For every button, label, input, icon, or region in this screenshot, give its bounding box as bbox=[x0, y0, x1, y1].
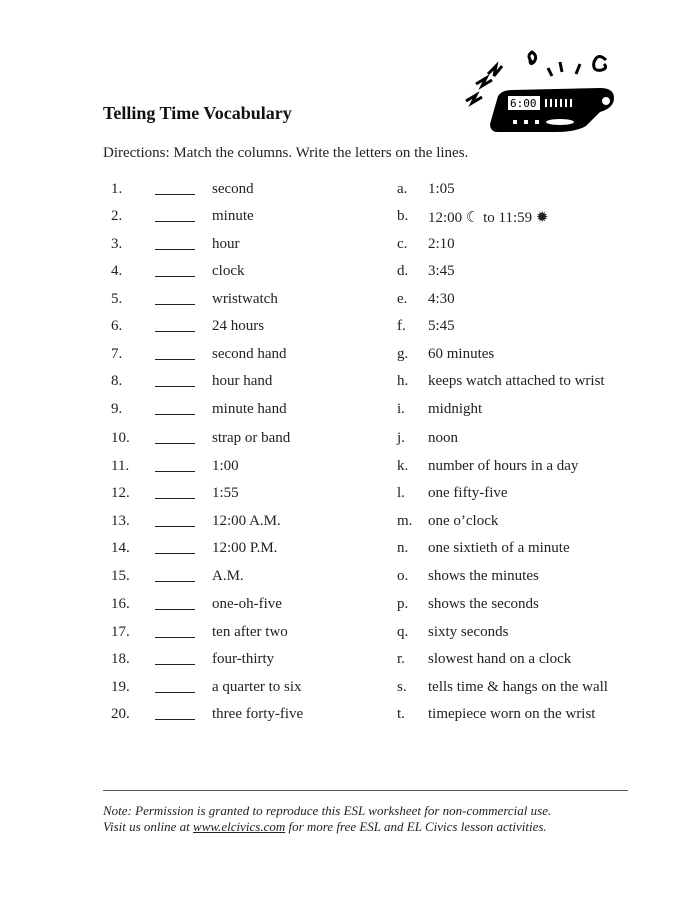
item-number: 5. bbox=[111, 291, 123, 307]
option-letter: n. bbox=[397, 540, 409, 556]
definition: 5:45 bbox=[428, 318, 455, 334]
item-number: 2. bbox=[111, 208, 123, 224]
definition: 1:05 bbox=[428, 181, 455, 197]
item-number: 6. bbox=[111, 318, 123, 334]
option-letter: k. bbox=[397, 458, 409, 474]
definition: midnight bbox=[428, 401, 483, 417]
option-letter: e. bbox=[397, 291, 408, 307]
match-row bbox=[0, 236, 700, 258]
option-letter: i. bbox=[397, 401, 405, 417]
item-number: 17. bbox=[111, 624, 130, 640]
match-row bbox=[0, 679, 700, 701]
item-number: 7. bbox=[111, 346, 123, 362]
item-number: 13. bbox=[111, 513, 130, 529]
elcivics-link[interactable]: www.elcivics.com bbox=[193, 819, 286, 834]
note-line-1: Note: Permission is granted to reproduce this ESL worksheet for non-commercial use. bbox=[103, 803, 552, 818]
answer-blank[interactable] bbox=[155, 719, 195, 720]
worksheet-title: Telling Time Vocabulary bbox=[103, 103, 292, 123]
item-number: 12. bbox=[111, 485, 130, 501]
option-letter: c. bbox=[397, 236, 408, 252]
term: a quarter to six bbox=[212, 679, 302, 695]
item-number: 18. bbox=[111, 651, 130, 667]
match-row bbox=[0, 346, 700, 368]
term: ten after two bbox=[212, 624, 288, 640]
definition: keeps watch attached to wrist bbox=[428, 373, 605, 389]
match-row bbox=[0, 651, 700, 673]
svg-text:6:00: 6:00 bbox=[510, 97, 537, 110]
term: minute hand bbox=[212, 401, 287, 417]
answer-blank[interactable] bbox=[155, 637, 195, 638]
definition: shows the minutes bbox=[428, 568, 539, 584]
definition: one fifty-five bbox=[428, 485, 508, 501]
answer-blank[interactable] bbox=[155, 664, 195, 665]
option-letter: j. bbox=[397, 430, 405, 446]
definition: noon bbox=[428, 430, 458, 446]
match-row bbox=[0, 596, 700, 618]
option-letter: m. bbox=[397, 513, 413, 529]
option-letter: l. bbox=[397, 485, 405, 501]
match-row bbox=[0, 430, 700, 452]
answer-blank[interactable] bbox=[155, 249, 195, 250]
answer-blank[interactable] bbox=[155, 194, 195, 195]
item-number: 8. bbox=[111, 373, 123, 389]
item-number: 15. bbox=[111, 568, 130, 584]
option-letter: f. bbox=[397, 318, 406, 334]
answer-blank[interactable] bbox=[155, 581, 195, 582]
term: one-oh-five bbox=[212, 596, 282, 612]
definition: 4:30 bbox=[428, 291, 455, 307]
definition: sixty seconds bbox=[428, 624, 509, 640]
option-letter: q. bbox=[397, 624, 409, 640]
option-letter: b. bbox=[397, 208, 409, 224]
item-number: 19. bbox=[111, 679, 130, 695]
definition: one o’clock bbox=[428, 513, 499, 529]
option-letter: r. bbox=[397, 651, 405, 667]
item-number: 9. bbox=[111, 401, 123, 417]
answer-blank[interactable] bbox=[155, 609, 195, 610]
option-letter: o. bbox=[397, 568, 409, 584]
term: three forty-five bbox=[212, 706, 304, 722]
definition: timepiece worn on the wrist bbox=[428, 706, 596, 722]
item-number: 3. bbox=[111, 236, 123, 252]
answer-blank[interactable] bbox=[155, 692, 195, 693]
term: 1:55 bbox=[212, 485, 239, 501]
definition: slowest hand on a clock bbox=[428, 651, 572, 667]
match-row bbox=[0, 624, 700, 646]
answer-blank[interactable] bbox=[155, 304, 195, 305]
definition: one sixtieth of a minute bbox=[428, 540, 570, 556]
answer-blank[interactable] bbox=[155, 498, 195, 499]
option-letter: p. bbox=[397, 596, 409, 612]
option-letter: s. bbox=[397, 679, 407, 695]
term: clock bbox=[212, 263, 245, 279]
match-row bbox=[0, 540, 700, 562]
term: wristwatch bbox=[212, 291, 278, 307]
item-number: 11. bbox=[111, 458, 130, 474]
match-row bbox=[0, 401, 700, 423]
term: 12:00 A.M. bbox=[212, 513, 281, 529]
option-letter: g. bbox=[397, 346, 409, 362]
term: 12:00 P.M. bbox=[212, 540, 278, 556]
answer-blank[interactable] bbox=[155, 221, 195, 222]
definition: 12:00 ☾ to 11:59 ✹ bbox=[428, 210, 549, 226]
option-letter: a. bbox=[397, 181, 408, 197]
answer-blank[interactable] bbox=[155, 276, 195, 277]
definition: 2:10 bbox=[428, 236, 455, 252]
term: A.M. bbox=[212, 568, 244, 584]
answer-blank[interactable] bbox=[155, 443, 195, 444]
term: 1:00 bbox=[212, 458, 239, 474]
answer-blank[interactable] bbox=[155, 359, 195, 360]
answer-blank[interactable] bbox=[155, 414, 195, 415]
item-number: 1. bbox=[111, 181, 123, 197]
option-letter: h. bbox=[397, 373, 409, 389]
definition: tells time & hangs on the wall bbox=[428, 679, 608, 695]
definition: 3:45 bbox=[428, 263, 455, 279]
item-number: 20. bbox=[111, 706, 130, 722]
item-number: 14. bbox=[111, 540, 130, 556]
match-row bbox=[0, 485, 700, 507]
match-row bbox=[0, 208, 700, 230]
answer-blank[interactable] bbox=[155, 386, 195, 387]
option-letter: d. bbox=[397, 263, 409, 279]
match-row bbox=[0, 318, 700, 340]
term: 24 hours bbox=[212, 318, 265, 334]
item-number: 4. bbox=[111, 263, 123, 279]
term: hour bbox=[212, 236, 240, 252]
match-row bbox=[0, 263, 700, 285]
match-row bbox=[0, 706, 700, 728]
option-letter: t. bbox=[397, 706, 405, 722]
term: four-thirty bbox=[212, 651, 275, 667]
note-line-2: Visit us online at www.elcivics.com for more free ESL and EL Civics lesson activities. bbox=[103, 819, 547, 834]
term: hour hand bbox=[212, 373, 273, 389]
match-row bbox=[0, 568, 700, 590]
match-row bbox=[0, 373, 700, 395]
footer-divider bbox=[103, 790, 628, 791]
footer-note bbox=[103, 803, 551, 835]
term: strap or band bbox=[212, 430, 291, 446]
directions: Directions: Match the columns. Write the letters on the lines. bbox=[103, 145, 469, 161]
alarm-clock-icon bbox=[458, 46, 628, 136]
term: second bbox=[212, 181, 254, 197]
answer-blank[interactable] bbox=[155, 553, 195, 554]
answer-blank[interactable] bbox=[155, 331, 195, 332]
answer-blank[interactable] bbox=[155, 526, 195, 527]
match-row bbox=[0, 181, 700, 203]
definition: number of hours in a day bbox=[428, 458, 579, 474]
definition: shows the seconds bbox=[428, 596, 539, 612]
item-number: 10. bbox=[111, 430, 130, 446]
definition: 60 minutes bbox=[428, 346, 495, 362]
match-row bbox=[0, 458, 700, 480]
answer-blank[interactable] bbox=[155, 471, 195, 472]
match-row bbox=[0, 513, 700, 535]
match-row bbox=[0, 291, 700, 313]
term: minute bbox=[212, 208, 254, 224]
item-number: 16. bbox=[111, 596, 130, 612]
term: second hand bbox=[212, 346, 287, 362]
